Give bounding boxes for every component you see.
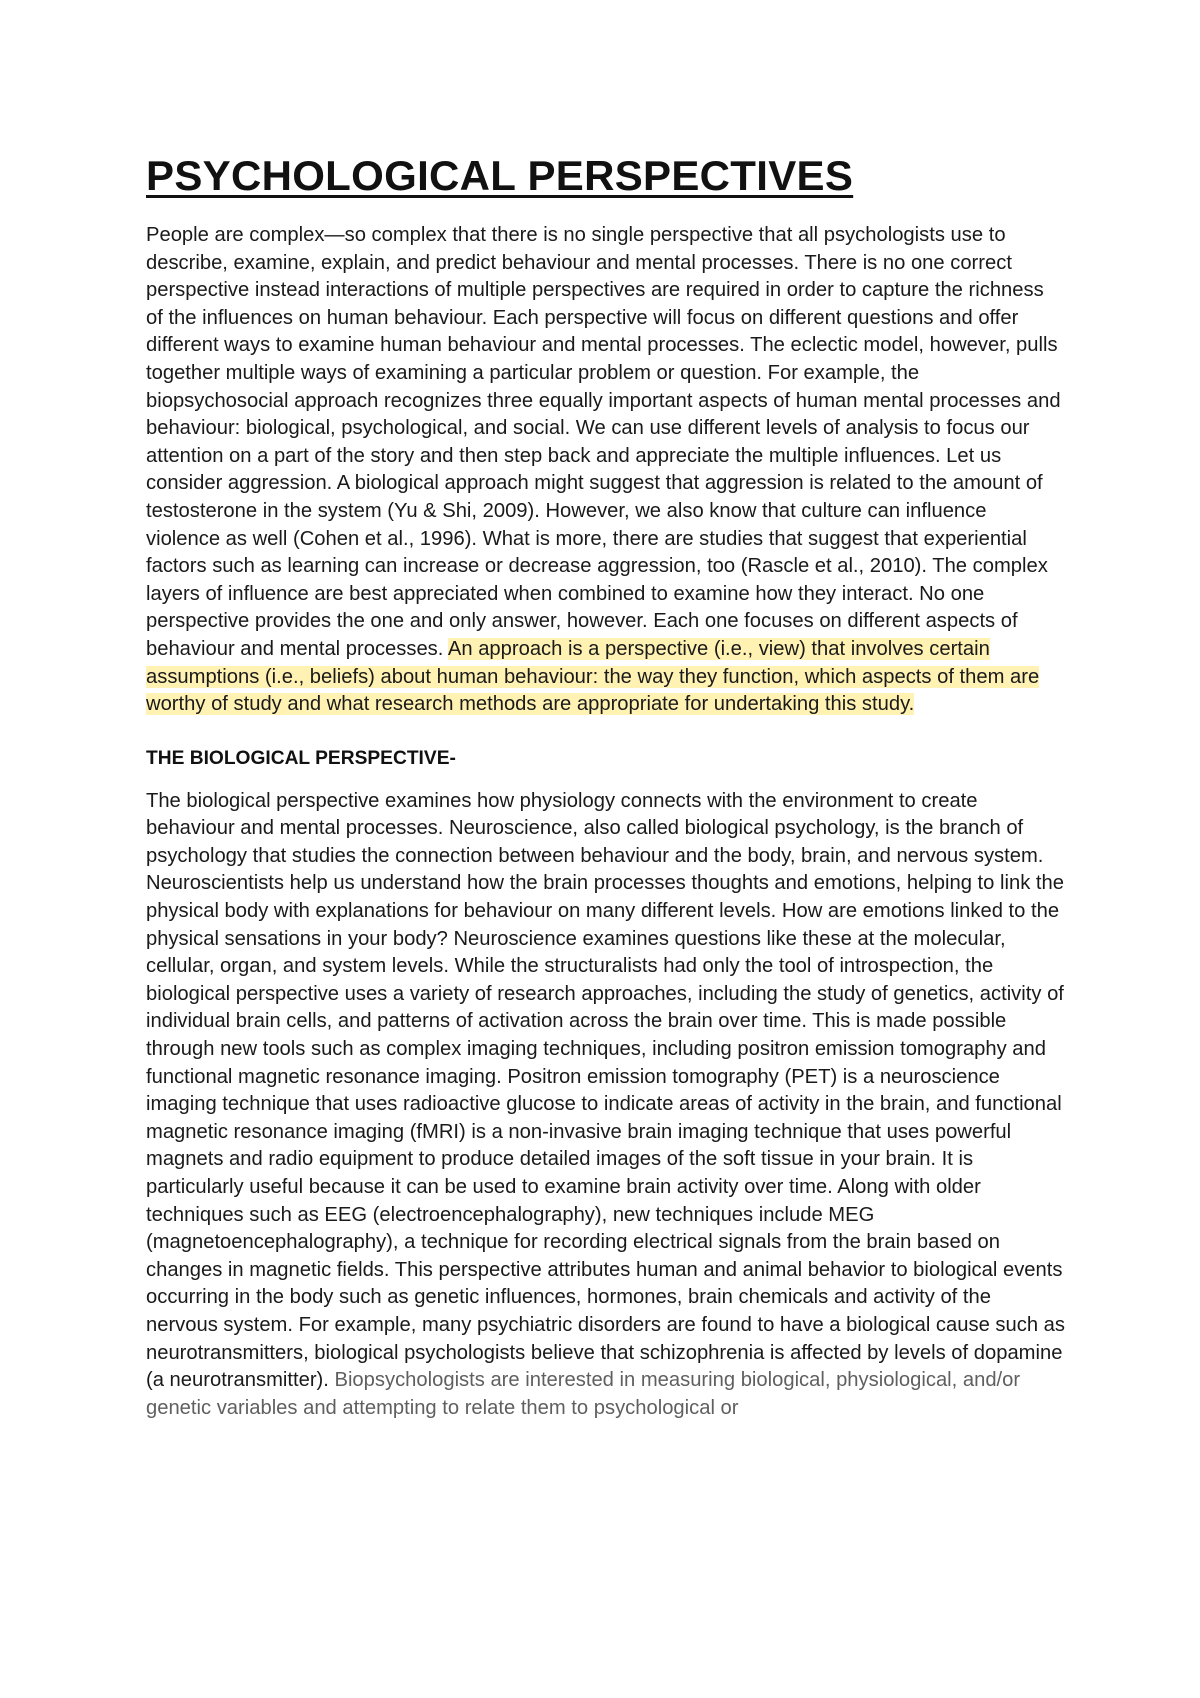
intro-highlighted-text: An approach is a perspective (i.e., view) that involves certain assumptions (i.e., beliefs) about human behaviour: the way they function, which aspects of them are worthy of study and what research methods are appropriate for undertaking this study. [146, 637, 1040, 716]
biological-paragraph-muted-text: Biopsychologists are interested in measuring biological, physiological, and/or genetic variables and attempting to relate them to psychological or [146, 1369, 1021, 1419]
document-content [146, 150, 1066, 1422]
intro-paragraph-text: People are complex—so complex that there is no single perspective that all psychologists use to describe, examine, explain, and predict behaviour and mental processes. There is no one correct perspective instead interactions of multiple perspectives are required in order to capture the richness of the influences on human behaviour. Each perspective will focus on different questions and offer different ways to examine human behaviour and mental processes. The eclectic model, however, pulls together multiple ways of examining a particular problem or question. For example, the biopsychosocial approach recognizes three equally important aspects of human mental processes and behaviour: biological, psychological, and social. We can use different levels of analysis to focus our attention on a part of the story and then step back and appreciate the multiple influences. Let us consider aggression. A biological approach might suggest that aggression is related to the amount of testosterone in the system (Yu & Shi, 2009). However, we also know that culture can influence violence as well (Cohen et al., 1996). What is more, there are studies that suggest that experiential factors such as learning can increase or decrease aggression, too (Rascle et al., 2010). The complex layers of influence are best appreciated when combined to examine how they interact. No one perspective provides the one and only answer, however. Each one focuses on different aspects of behaviour and mental processes. [146, 224, 1061, 660]
page-title: PSYCHOLOGICAL PERSPECTIVES [146, 152, 854, 199]
biological-paragraph [146, 788, 1066, 1423]
section-heading-biological: THE BIOLOGICAL PERSPECTIVE- [146, 747, 456, 769]
intro-paragraph [146, 222, 1066, 719]
biological-paragraph-text: The biological perspective examines how physiology connects with the environment to create behaviour and mental processes. Neuroscience, also called biological psychology, is the branch of psychology that studies the connection between behaviour and the body, brain, and nervous system. Neuroscientists help us understand how the brain processes thoughts and emotions, helping to link the physical body with explanations for behaviour on many different levels. How are emotions linked to the physical sensations in your body? Neuroscience examines questions like these at the molecular, cellular, organ, and system levels. While the structuralists had only the tool of introspection, the biological perspective uses a variety of research approaches, including the study of genetics, activity of individual brain cells, and patterns of activation across the brain over time. This is made possible through new tools such as complex imaging techniques, including positron emission tomography and functional magnetic resonance imaging. Positron emission tomography (PET) is a neuroscience imaging technique that uses radioactive glucose to indicate areas of activity in the brain, and functional magnetic resonance imaging (fMRI) is a non-invasive brain imaging technique that uses powerful magnets and radio equipment to produce detailed images of the soft tissue in your brain. It is particularly useful because it can be used to examine brain activity over time. Along with older techniques such as EEG (electroencephalography), new techniques include MEG (magnetoencephalography), a technique for recording electrical signals from the brain based on changes in magnetic fields. This perspective attributes human and animal behavior to biological events occurring in the body such as genetic influences, hormones, brain chemicals and activity of the nervous system. For example, many psychiatric disorders are found to have a biological cause such as neurotransmitters, biological psychologists believe that schizophrenia is affected by levels of dopamine (a neurotransmitter). [146, 789, 1065, 1392]
